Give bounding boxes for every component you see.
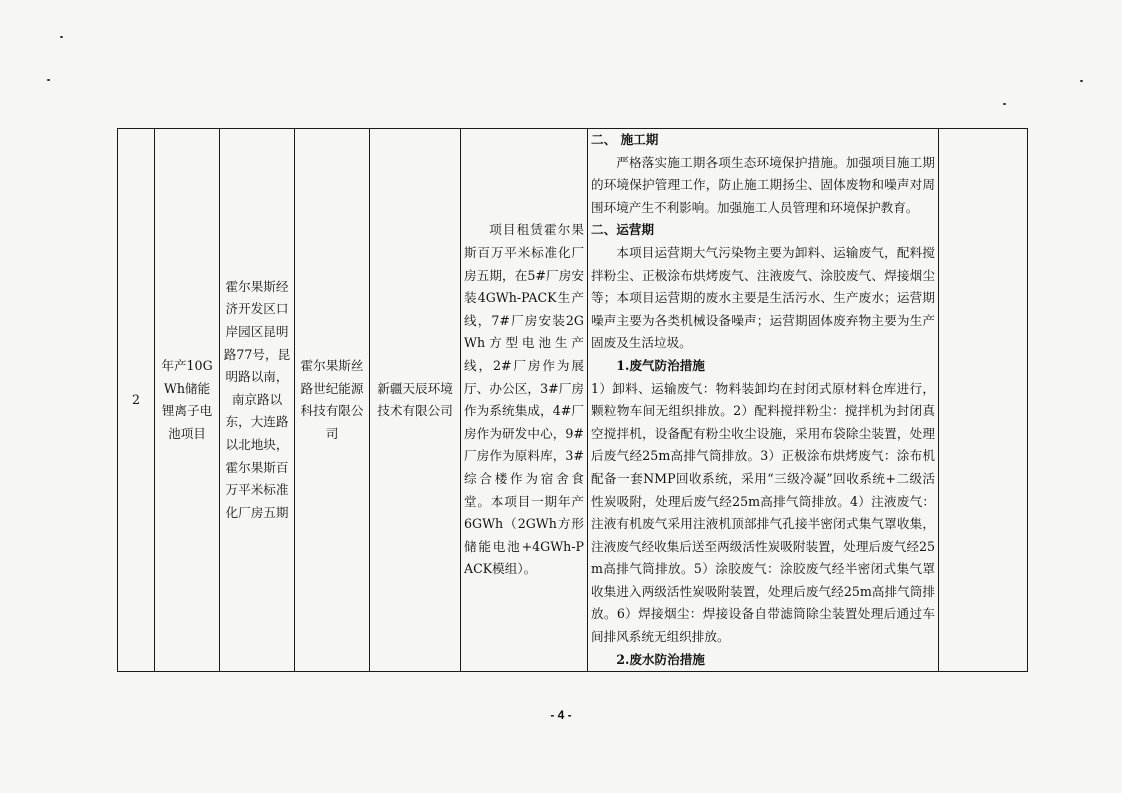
operation-heading: 二、运营期 <box>591 222 654 238</box>
project-table <box>117 128 1028 672</box>
gas-text: 1）卸料、运输废气：物料装卸均在封闭式原材料仓库进行，颗粒物车间无组织排放。2）配料搅拌粉尘：搅拌机为封闭真空搅拌机，设备配有粉尘收尘设施，采用布袋除尘装置，处理后废气经25m高排气筒排放。3）正极涂布烘烤废气：涂布机配备一套NMP回收系统，采用“三级冷凝”回收系统+二级活性炭吸附，处理后废气经25m高排气筒排放。4）注液废气：注液有机废气采用注液机顶部排气孔接半密闭式集气罩收集，注液废气经收集后送至两级活性炭吸附装置，处理后废气经25m高排气筒排放。5）涂胶废气：涂胶废气经半密闭式集气罩收集进入两级活性炭吸附装置，处理后废气经25m高排气筒排放。6）焊接烟尘：焊接设备自带滤筒除尘装置处理后通过车间排风系统无组织排放。 <box>591 380 935 645</box>
construction-heading: 二、 施工期 <box>591 132 659 147</box>
operation-text: 本项目运营期大气污染物主要为卸料、运输废气，配料搅拌粉尘、正极涂布烘烤废气、注液废气、涂胶废气、焊接烟尘等；本项目运营期的废水主要是生活污水、生产废水；运营期噪声主要为各类机械设备噪声；运营期固体废弃物主要为生产固废及生活垃圾。 <box>591 244 935 351</box>
project-address: 霍尔果斯经济开发区口岸园区昆明路77号，昆明路以南，南京路以东，大连路以北地块，霍尔果斯百万平米标准化厂房五期 <box>220 129 295 672</box>
construction-text: 严格落实施工期各项生态环境保护措施。加强项目施工期的环境保护管理工作，防止施工期扬尘、固体废物和噪声对周围环境产生不利影响。加强施工人员管理和环境保护教育。 <box>591 154 935 215</box>
gas-heading: 1.废气防治措施 <box>616 357 705 373</box>
description-text: 项目租赁霍尔果斯百万平米标准化厂房五期，在5#厂房安装4GWh-PACK生产线，7#厂房安装2GWh方型电池生产线，2#厂房作为展厅、办公区，3#厂房作为系统集成，4#厂房作为研发中心，9#厂房作为原料库，3#综合楼作为宿舍食堂。本项目一期年产6GWh（2GWh方形储能电池+4GWh-PACK模组）。 <box>464 222 584 577</box>
scan-speck <box>47 79 50 81</box>
scan-speck <box>1080 80 1083 82</box>
remarks-cell <box>939 129 1028 672</box>
page-number: - 4 - <box>550 708 572 722</box>
table-row <box>118 129 1028 672</box>
row-number: 2 <box>118 129 155 672</box>
project-description <box>461 129 588 672</box>
owner-company: 霍尔果斯丝路世纪能源科技有限公司 <box>295 129 370 672</box>
scan-speck <box>1003 103 1006 105</box>
scan-speck <box>60 36 63 38</box>
project-name: 年产10GWh储能锂离子电池项目 <box>155 129 220 672</box>
water-heading: 2.废水防治措施 <box>616 651 705 667</box>
protection-measures <box>588 129 939 672</box>
eia-unit: 新疆天辰环境技术有限公司 <box>370 129 461 672</box>
